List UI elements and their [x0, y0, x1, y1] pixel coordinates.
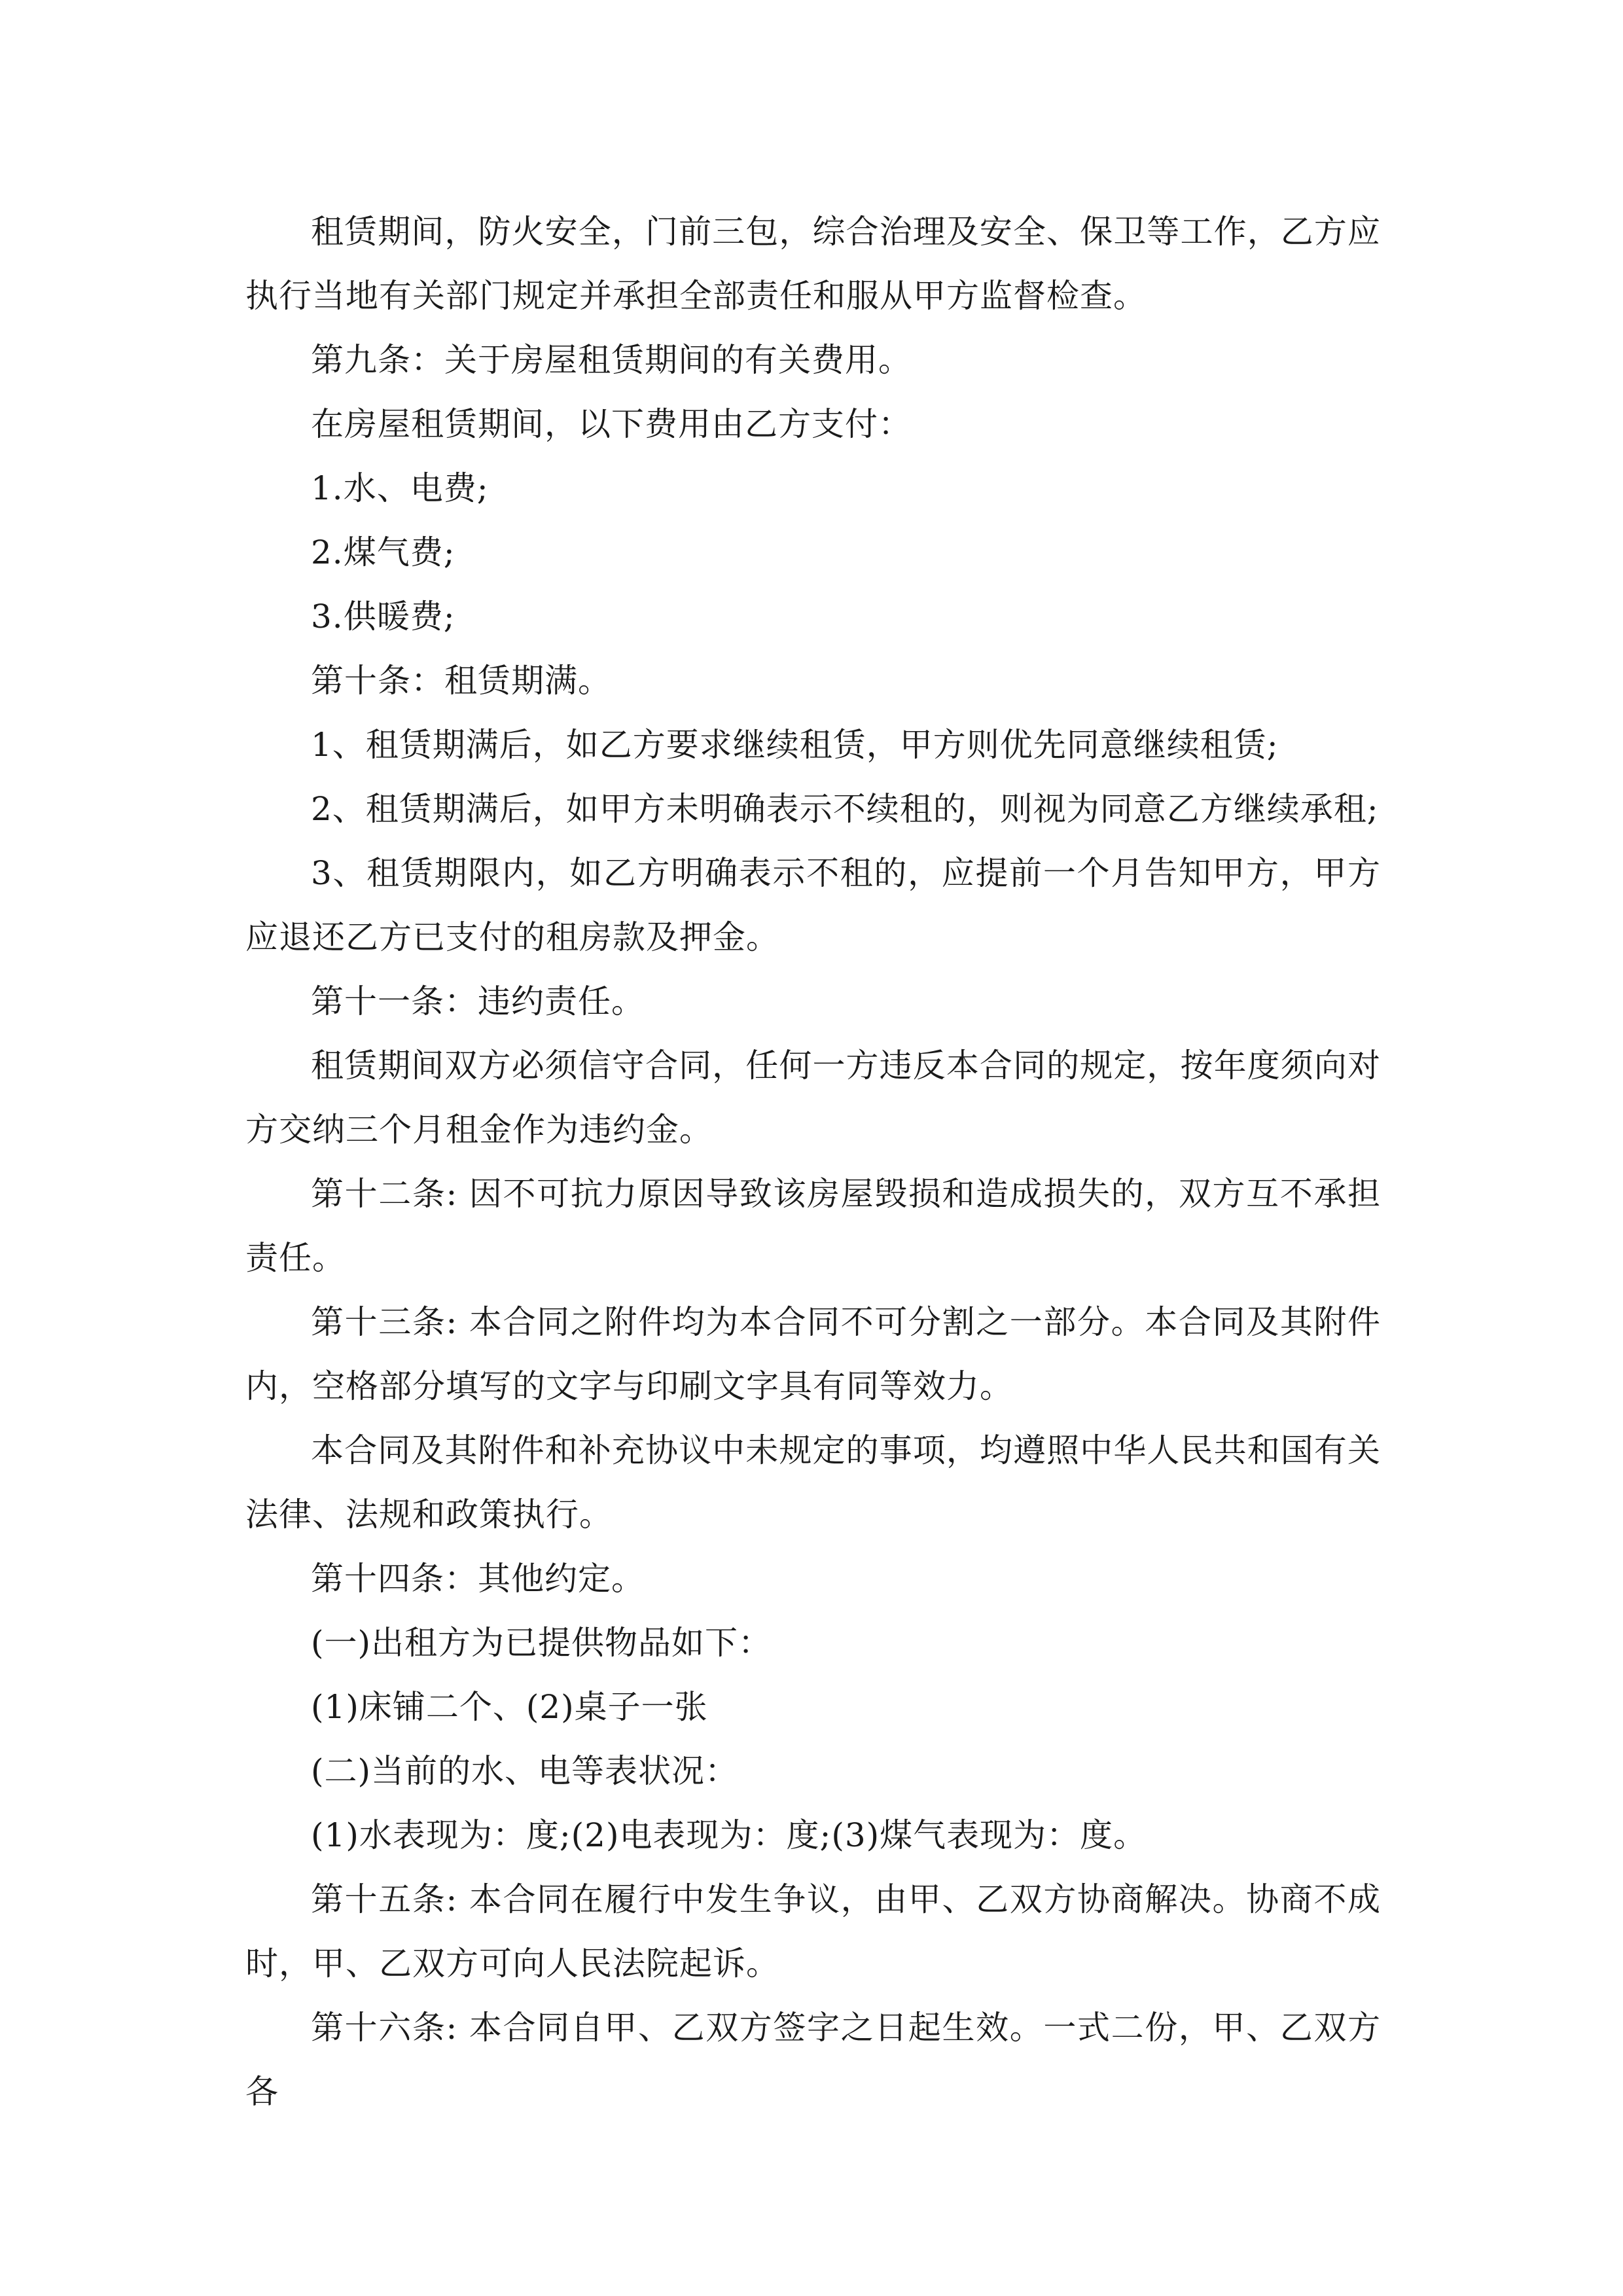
fee-item-water-electricity: 1.水、电费; — [311, 469, 489, 507]
document-body — [245, 200, 1381, 2124]
clause-9-heading: 第九条：关于房屋租赁期间的有关费用。 — [311, 341, 912, 379]
paragraph-fire-safety: 租赁期间，防火安全，门前三包，综合治理及安全、保卫等工作，乙方应执行当地有关部门规定并承担全部责任和服从甲方监督检查。 — [245, 213, 1381, 315]
clause-14-heading: 第十四条：其他约定。 — [311, 1560, 645, 1598]
paragraph-fees-intro: 在房屋租赁期间，以下费用由乙方支付： — [311, 405, 912, 443]
paragraph-breach-penalty: 租赁期间双方必须信守合同，任何一方违反本合同的规定，按年度须向对方交纳三个月租金作为违约金。 — [245, 1047, 1381, 1149]
fee-item-heating: 3.供暖费; — [311, 598, 455, 636]
provided-items-heading: (一)出租方为已提供物品如下： — [311, 1624, 772, 1662]
clause-15: 第十五条: 本合同在履行中发生争议，由甲、乙双方协商解决。协商不成时，甲、乙双方可向人民法院起诉。 — [245, 1880, 1381, 1982]
clause-13: 第十三条: 本合同之附件均为本合同不可分割之一部分。本合同及其附件内，空格部分填写的文字与印刷文字具有同等效力。 — [245, 1303, 1381, 1405]
clause-12: 第十二条: 因不可抗力原因导致该房屋毁损和造成损失的，双方互不承担责任。 — [245, 1175, 1381, 1277]
clause-16: 第十六条: 本合同自甲、乙双方签字之日起生效。一式二份，甲、乙双方各 — [245, 2009, 1381, 2111]
meter-readings: (1)水表现为：度;(2)电表现为：度;(3)煤气表现为：度。 — [311, 1816, 1147, 1854]
fee-item-gas: 2.煤气费; — [311, 533, 455, 571]
paragraph-governing-law: 本合同及其附件和补充协议中未规定的事项，均遵照中华人民共和国有关法律、法规和政策执行。 — [245, 1431, 1381, 1534]
clause-11-heading: 第十一条：违约责任。 — [311, 982, 645, 1020]
expiry-item-3: 3、租赁期限内，如乙方明确表示不租的，应提前一个月告知甲方，甲方应退还乙方已支付的租房款及押金。 — [245, 854, 1381, 956]
clause-10-heading: 第十条：租赁期满。 — [311, 662, 611, 700]
expiry-item-2: 2、租赁期满后，如甲方未明确表示不续租的，则视为同意乙方继续承租; — [311, 790, 1379, 828]
meter-status-heading: (二)当前的水、电等表状况： — [311, 1752, 739, 1790]
expiry-item-1: 1、租赁期满后，如乙方要求继续租赁，甲方则优先同意继续租赁; — [311, 726, 1279, 764]
provided-items-list: (1)床铺二个、(2)桌子一张 — [311, 1688, 708, 1726]
